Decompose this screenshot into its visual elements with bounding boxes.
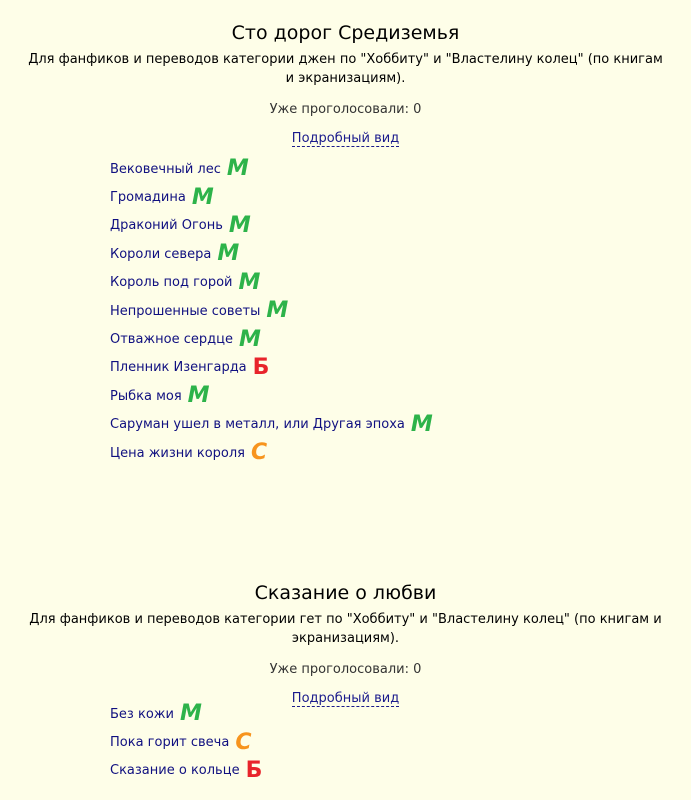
rating-badge: C <box>235 729 252 755</box>
poll-title: Сто дорог Средиземья <box>231 22 460 44</box>
poll-item-link[interactable]: Король под горой <box>110 275 233 291</box>
list-item <box>110 325 433 353</box>
list-item <box>110 700 262 728</box>
list-item <box>110 354 433 382</box>
poll-item-link[interactable]: Непрошенные советы <box>110 303 261 319</box>
list-item <box>110 728 262 756</box>
list-item <box>110 439 433 467</box>
poll-item-link[interactable]: Без кожи <box>110 706 174 722</box>
list-item <box>110 240 433 268</box>
poll-item-link[interactable]: Сказание о кольце <box>110 763 240 779</box>
poll-description: Для фанфиков и переводов категории джен по "Хоббиту" и "Властелину колец" (по книгам и экранизациям). <box>28 52 663 86</box>
poll-item-link[interactable]: Саруман ушел в металл, или Другая эпоха <box>110 417 405 433</box>
poll-item-link[interactable]: Цена жизни короля <box>110 445 245 461</box>
list-item <box>110 757 262 785</box>
list-item <box>110 155 433 183</box>
rating-badge: M <box>187 383 210 409</box>
poll-item-link[interactable]: Вековечный лес <box>110 161 221 177</box>
list-item <box>110 183 433 211</box>
poll-item-link[interactable]: Рыбка моя <box>110 388 182 404</box>
poll-item-link[interactable]: Пленник Изенгарда <box>110 360 247 376</box>
rating-badge: M <box>191 184 214 210</box>
rating-badge: M <box>226 156 249 182</box>
poll-item-list <box>110 155 433 467</box>
list-item <box>110 411 433 439</box>
poll-item-list <box>110 700 262 785</box>
detail-view-link[interactable]: Подробный вид <box>291 131 400 146</box>
poll-item-link[interactable]: Драконий Огонь <box>110 218 223 234</box>
rating-badge: M <box>238 269 261 295</box>
poll-item-link[interactable]: Громадина <box>110 190 186 206</box>
detail-view-container <box>0 688 691 706</box>
rating-badge: M <box>266 298 289 324</box>
poll-description: Для фанфиков и переводов категории гет по "Хоббиту" и "Властелину колец" (по книгам и экранизациям). <box>29 612 662 646</box>
detail-view-container <box>0 128 691 146</box>
rating-badge: M <box>238 326 261 352</box>
rating-badge: M <box>217 241 240 267</box>
detail-view-link[interactable]: Подробный вид <box>291 691 400 706</box>
rating-badge: M <box>228 212 251 238</box>
list-item <box>110 297 433 325</box>
poll-title: Сказание о любви <box>254 582 437 604</box>
rating-badge: Б <box>252 354 270 380</box>
list-item <box>110 212 433 240</box>
poll-item-link[interactable]: Отважное сердце <box>110 332 233 348</box>
rating-badge: C <box>250 440 268 466</box>
rating-badge: Б <box>245 757 263 783</box>
list-item <box>110 382 433 410</box>
poll-section-get <box>0 560 691 783</box>
poll-item-link[interactable]: Короли севера <box>110 246 212 262</box>
voted-count: Уже проголосовали: 0 <box>269 102 422 117</box>
list-item <box>110 269 433 297</box>
poll-item-link[interactable]: Пока горит свеча <box>110 735 230 751</box>
rating-badge: M <box>410 411 433 437</box>
rating-badge: M <box>179 701 202 727</box>
voted-count: Уже проголосовали: 0 <box>269 662 422 677</box>
